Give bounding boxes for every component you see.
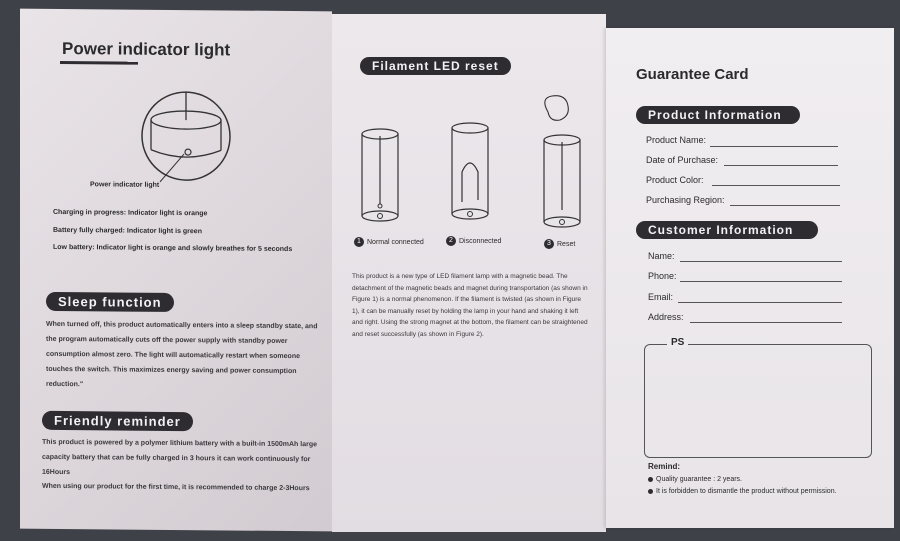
panel-power-indicator [20, 9, 332, 532]
product-color-label: Product Color: [646, 175, 704, 185]
remind-item-1 [648, 476, 742, 483]
step-1-badge: 1 [354, 237, 364, 247]
filament-reset-heading: Filament LED reset [360, 57, 511, 75]
status-charging: Charging in progress: Indicator light is orange [53, 208, 208, 218]
panel-filament-reset [332, 14, 606, 532]
address-line[interactable] [690, 322, 842, 323]
remind-heading: Remind: [648, 462, 680, 471]
phone-label: Phone: [648, 271, 677, 281]
step-2-badge: 2 [446, 236, 456, 246]
step-1 [354, 237, 424, 247]
phone-line[interactable] [680, 281, 842, 282]
title-underline [60, 61, 138, 65]
step-2 [446, 236, 501, 246]
customer-information-heading: Customer Information [636, 221, 818, 239]
ps-label: PS [667, 337, 688, 348]
product-name-label: Product Name: [646, 135, 707, 145]
step-3 [544, 239, 575, 249]
bullet-icon [648, 477, 653, 482]
friendly-reminder-text-2: When using our product for the first time, it is recommended to charge 2-3Hours [42, 482, 310, 493]
address-label: Address: [648, 312, 684, 322]
step-3-label: Reset [557, 240, 576, 248]
product-name-line[interactable] [710, 146, 838, 147]
remind-item-2-text: It is forbidden to dismantle the product without permission. [656, 488, 837, 495]
bullet-icon [648, 489, 653, 494]
lamp-top-view-diagram [130, 88, 250, 189]
status-low: Low battery: Indicator light is orange and slowly breathes for 5 seconds [53, 243, 293, 254]
step-2-label: Disconnected [459, 237, 502, 245]
status-full: Battery fully charged: Indicator light is green [53, 226, 202, 236]
email-line[interactable] [678, 302, 842, 303]
sleep-function-heading: Sleep function [46, 292, 174, 312]
name-line[interactable] [680, 261, 842, 262]
friendly-reminder-text: This product is powered by a polymer lithium battery with a built-in 1500mAh large capacity battery that can be fully charged in 3 hours it can work continuously for 16Hours [42, 438, 317, 477]
panel-guarantee-card [606, 28, 894, 528]
filament-reset-text: This product is a new type of LED filament lamp with a magnetic bead. The detachment of the magnetic beads and magnet during transportation (as shown in Figure 1) is a normal phenomenon. If the filament is twisted (as shown in Figure 1), it can be manually reset by holding the lamp in your hand and shaking it left and right. Using the strong magnet at the bottom, the filament can be straightened and reset successfully (as shown in Figure 2). [352, 273, 588, 338]
filament-figures [352, 92, 592, 232]
purchasing-region-line[interactable] [730, 205, 840, 206]
date-of-purchase-line[interactable] [724, 165, 838, 166]
friendly-reminder-heading: Friendly reminder [42, 411, 193, 431]
product-information-heading: Product Information [636, 106, 800, 124]
ps-box[interactable] [644, 337, 872, 458]
guarantee-card-title: Guarantee Card [636, 66, 749, 83]
power-indicator-title: Power indicator light [62, 39, 231, 60]
step-1-label: Normal connected [367, 238, 424, 246]
purchasing-region-label: Purchasing Region: [646, 195, 725, 205]
remind-item-1-text: Quality guarantee : 2 years. [656, 476, 742, 483]
email-label: Email: [648, 292, 674, 302]
power-indicator-label: Power indicator light [90, 181, 160, 189]
step-3-badge: 3 [544, 239, 554, 249]
remind-item-2 [648, 488, 837, 495]
product-color-line[interactable] [712, 185, 840, 186]
date-of-purchase-label: Date of Purchase: [646, 155, 719, 165]
name-label: Name: [648, 251, 675, 261]
sleep-function-text: When turned off, this product automatically enters into a sleep standby state, and the program automatically cuts off the power supply with standby power consumption almost zero. The light will automatically restart when someone touches the switch. This maximizes energy saving and power consumption reduction." [46, 320, 318, 389]
